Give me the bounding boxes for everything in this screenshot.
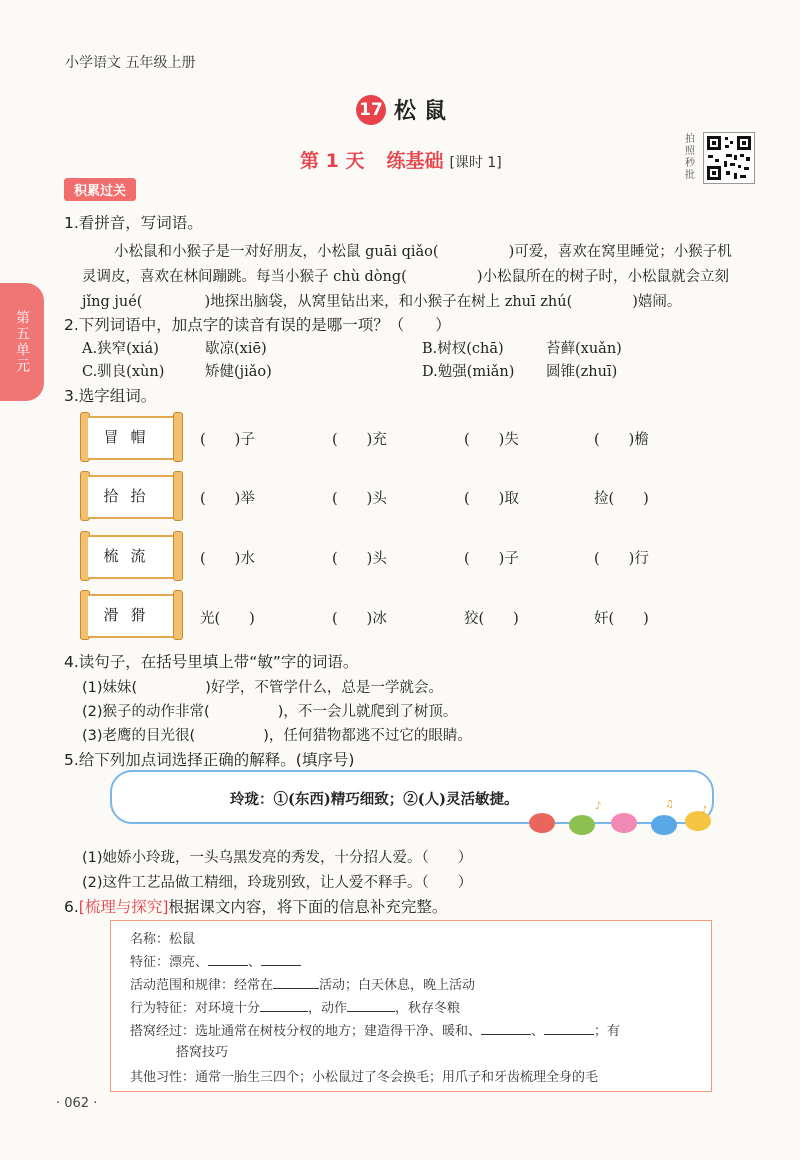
fill-blank[interactable] — [347, 998, 395, 1012]
q2-option-c2: 矫健(jiǎo) — [205, 364, 272, 380]
q6-text: 根据课文内容，将下面的信息补充完整。 — [168, 898, 448, 916]
text: )，不一会儿就爬到了树顶。 — [277, 704, 458, 720]
q3-item[interactable]: ( )子 — [464, 551, 519, 567]
scroll-card-4 — [78, 590, 183, 638]
q3-item[interactable]: ( )头 — [332, 491, 387, 507]
lesson-title: 松鼠 — [394, 99, 455, 124]
text: 活动范围和规律：经常在 — [130, 978, 274, 993]
q2-heading: 2.下列词语中，加点字的读音有误的是哪一项？（ ） — [64, 316, 451, 334]
text: )地探出脑袋，从窝里钻出来，和小猴子在树上 zhuī zhú( — [204, 294, 573, 310]
q3-item[interactable]: ( )冰 — [332, 611, 387, 627]
q1-line-2 — [82, 265, 729, 286]
fill-blank[interactable] — [261, 952, 301, 966]
info-nest-cont: 搭窝技巧 — [176, 1045, 229, 1060]
qr-label: 拍照秒批 — [685, 134, 695, 181]
q3-item[interactable]: ( )头 — [332, 551, 387, 567]
q3-item[interactable]: ( )水 — [200, 551, 255, 567]
q2-option-a2: 歇凉(xiē) — [205, 341, 267, 357]
info-behavior — [130, 997, 460, 1016]
q6-number: 6. — [64, 898, 79, 916]
lesson-header — [356, 94, 454, 125]
q2-option-a1[interactable]: A.狭窄(xiá) — [82, 341, 159, 357]
text: 行为特征：对环境十分 — [130, 1001, 261, 1016]
q1-heading: 1.看拼音，写词语。 — [64, 214, 203, 232]
q3-item[interactable]: 奸( ) — [594, 611, 649, 627]
q1-line-1 — [114, 240, 732, 261]
day-topic: 练基础 — [386, 150, 444, 172]
q2-option-b2: 苔藓(xuǎn) — [546, 341, 622, 357]
q6-heading — [64, 895, 447, 917]
fill-blank[interactable] — [481, 1021, 531, 1035]
scroll-chars: 滑猾 — [103, 606, 158, 624]
info-activity — [130, 974, 475, 993]
day-label: 第 1 天 — [300, 150, 365, 172]
q2-option-d1[interactable]: D.勉强(miǎn) — [422, 364, 515, 380]
text: )小松鼠所在的树子时，小松鼠就会立刻 — [476, 269, 729, 285]
text: 小松鼠和小猴子是一对好朋友，小松鼠 guāi qiǎo( — [114, 244, 439, 260]
fill-blank[interactable] — [260, 998, 308, 1012]
q4-sentence-1 — [82, 676, 443, 697]
birds-illustration-icon — [525, 797, 715, 841]
text: 、 — [531, 1024, 545, 1039]
info-habits: 其他习性：通常一胎生三四个；小松鼠过了冬会换毛；用爪子和牙齿梳理全身的毛 — [130, 1070, 599, 1085]
day-title — [300, 146, 502, 173]
q3-heading: 3.选字组词。 — [64, 387, 157, 405]
q1-line-3 — [82, 290, 681, 311]
q2-option-b1[interactable]: B.树杈(chā) — [422, 341, 504, 357]
info-nest — [130, 1020, 620, 1039]
q3-item[interactable]: 捡( ) — [594, 491, 649, 507]
text: ，动作 — [308, 1001, 348, 1016]
scroll-chars: 拾抬 — [103, 487, 158, 505]
q3-item[interactable]: ( )檐 — [594, 432, 649, 448]
q3-item[interactable]: 狡( ) — [464, 611, 519, 627]
q3-item[interactable]: ( )取 — [464, 491, 519, 507]
series-title: 小学语文 五年级上册 — [65, 55, 196, 71]
svg-text:♪: ♪ — [595, 801, 602, 812]
qr-code-icon[interactable] — [703, 132, 755, 184]
page-number: · 062 · — [56, 1096, 98, 1111]
q4-sentence-2 — [82, 700, 457, 721]
fill-blank[interactable] — [273, 975, 319, 989]
info-name: 名称：松鼠 — [130, 932, 196, 947]
text: ；有 — [594, 1024, 621, 1039]
text: 活动；白天休息，晚上活动 — [319, 978, 476, 993]
q3-item[interactable]: 光( ) — [200, 611, 255, 627]
period-label: [课时 1] — [449, 155, 502, 171]
text: 搭窝经过：选址通常在树枝分杈的地方；建造得干净、暖和、 — [130, 1024, 482, 1039]
svg-text:♪: ♪ — [701, 805, 708, 816]
scroll-card-2 — [78, 471, 183, 519]
text: (3)老鹰的目光很( — [82, 728, 196, 744]
text: )，任何猎物都逃不过它的眼睛。 — [263, 728, 472, 744]
svg-text:♫: ♫ — [665, 799, 674, 810]
text: (2)猴子的动作非常( — [82, 704, 210, 720]
scroll-card-3 — [78, 531, 183, 579]
text: ，秋存冬粮 — [395, 1001, 461, 1016]
q2-option-c1[interactable]: C.驯良(xùn) — [82, 364, 165, 380]
q3-item[interactable]: ( )子 — [200, 432, 255, 448]
text: (1)妹妹( — [82, 680, 138, 696]
q4-sentence-3 — [82, 724, 472, 745]
text: )可爱，喜欢在窝里睡觉；小猴子机 — [508, 244, 732, 260]
text: 、 — [248, 955, 262, 970]
q5-heading: 5.给下列加点词选择正确的解释。(填序号) — [64, 751, 355, 769]
info-feature — [130, 951, 301, 970]
text: )嬉闹。 — [632, 294, 682, 310]
q3-item[interactable]: ( )举 — [200, 491, 255, 507]
lesson-number-badge: 17 — [356, 95, 386, 125]
q3-item[interactable]: ( )充 — [332, 432, 387, 448]
q3-item[interactable]: ( )失 — [464, 432, 519, 448]
q3-item[interactable]: ( )行 — [594, 551, 649, 567]
fill-blank[interactable] — [544, 1021, 594, 1035]
fill-blank[interactable] — [208, 952, 248, 966]
q4-heading: 4.读句子，在括号里填上带“敏”字的词语。 — [64, 653, 359, 671]
text: )好学，不管学什么，总是一学就会。 — [205, 680, 443, 696]
definition-text: 玲珑：①(东西)精巧细致；②(人)灵活敏捷。 — [230, 791, 519, 808]
text: 灵调皮，喜欢在林间蹦跳。每当小猴子 chù dòng( — [82, 269, 407, 285]
q5-sentence-1: (1)她娇小玲珑，一头乌黑发亮的秀发，十分招人爱。（ ） — [82, 850, 473, 866]
text: 特征：漂亮、 — [130, 955, 209, 970]
scroll-chars: 冒帽 — [103, 428, 158, 446]
unit-side-tab: 第五单元 — [0, 283, 44, 401]
scroll-chars: 梳流 — [103, 547, 158, 565]
q5-sentence-2: (2)这件工艺品做工精细，玲珑别致，让人爱不释手。（ ） — [82, 875, 473, 891]
q6-tag: [梳理与探究] — [78, 898, 169, 916]
section-tag: 积累过关 — [64, 178, 136, 201]
scroll-card-1 — [78, 412, 183, 460]
q2-option-d2: 圆锥(zhuī) — [546, 364, 618, 380]
text: jǐng jué( — [82, 294, 143, 310]
